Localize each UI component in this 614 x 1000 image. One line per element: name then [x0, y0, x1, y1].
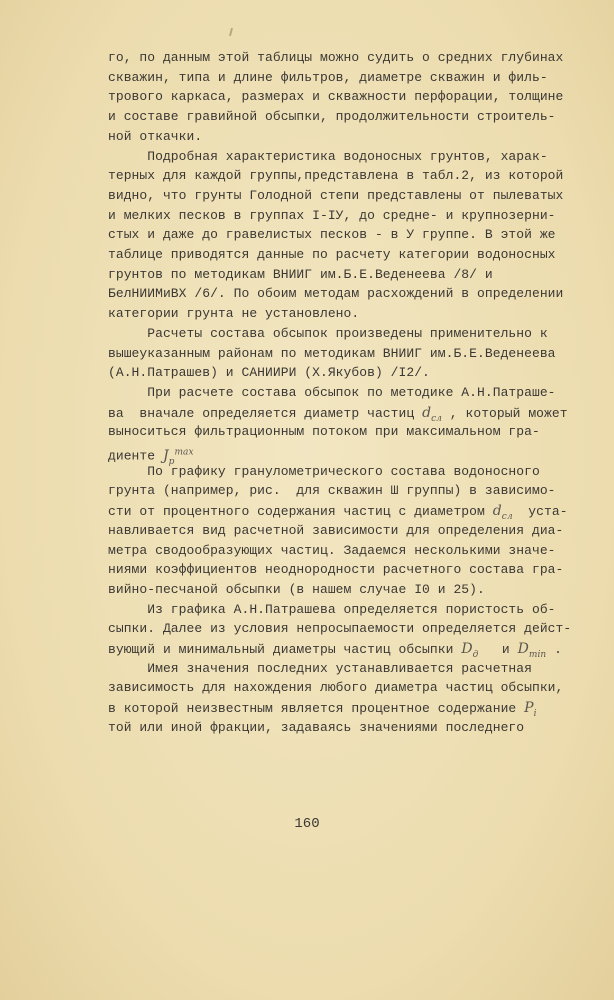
- text-line: БелНИИМиВХ /6/. По обоим методам расхождений в определении: [108, 286, 564, 302]
- text-line: стых и даже до гравелистых песков - в У группе. В этой же: [108, 227, 556, 243]
- text-line: ниями коэффициентов неоднородности расчетного состава гра-: [108, 562, 564, 578]
- text-line: зависимость для нахождения любого диаметра частиц обсыпки,: [108, 680, 564, 696]
- formula-symbol: [524, 700, 537, 719]
- text-line: выноситься фильтрационным потоком при максимальном гра-: [108, 424, 540, 440]
- text-segment: диенте: [108, 448, 163, 464]
- formula-subscript: i: [533, 708, 537, 719]
- text-segment: и: [478, 642, 518, 657]
- text-line: таблице приводятся данные по расчету категории водоносных: [108, 247, 556, 262]
- formula-base: J: [162, 447, 169, 464]
- text-line: вийно-песчаной обсыпки (в нашем случае I0 и 25).: [108, 581, 485, 597]
- ink-mark: [229, 28, 233, 36]
- text-line: [108, 641, 562, 663]
- text-line: терных для каждой группы,представлена в табл.2, из которой: [108, 168, 564, 184]
- text-segment: ва вначале определяется диаметр частиц: [108, 405, 423, 421]
- text-segment: уста-: [512, 504, 568, 520]
- text-line: навливается вид расчетной зависимости для определения диа-: [108, 522, 564, 538]
- formula-base: D: [517, 641, 529, 657]
- page-number: 160: [294, 816, 320, 832]
- formula-subscript: сл: [431, 413, 442, 424]
- text-line: сыпки. Далее из условия непросыпаемости определяется дейст-: [108, 621, 572, 637]
- text-segment: , который может: [441, 405, 568, 421]
- text-line: [108, 405, 568, 427]
- text-line: скважин, типа и длине фильтров, диаметре скважин и филь-: [108, 69, 548, 85]
- text-line: и составе гравийной обсыпки, продолжительности строитель-: [108, 109, 556, 125]
- formula-base: P: [524, 700, 534, 717]
- formula-subscript: min: [528, 649, 547, 660]
- formula-subscript: д: [472, 649, 479, 660]
- text-line: [108, 700, 537, 722]
- text-line: [108, 503, 568, 525]
- text-line: грунтов по методикам ВНИИГ им.Б.Е.Веденеева /8/ и: [108, 266, 493, 282]
- formula-symbol: [461, 641, 479, 660]
- text-line: Имея значения последних устанавливается расчетная: [108, 660, 532, 676]
- text-line: категории грунта не установлено.: [108, 306, 360, 322]
- formula-symbol: [492, 503, 513, 522]
- formula-superscript: max: [174, 447, 194, 457]
- text-line: го, по данным этой таблицы можно судить о средних глубинах: [108, 50, 564, 65]
- formula-symbol: [422, 404, 442, 424]
- text-line: Из графика А.Н.Патрашева определяется пористость об-: [108, 601, 556, 617]
- formula-base: d: [492, 503, 502, 520]
- text-line: грунта (например, рис. для скважин Ш группы) в зависимо-: [108, 483, 556, 499]
- text-line: и мелких песков в группах I-IУ, до средне- и крупнозерни-: [108, 207, 556, 223]
- text-segment: .: [546, 642, 562, 657]
- formula-subscript: сл: [501, 511, 513, 522]
- text-line: По графику гранулометрического состава водоносного: [108, 463, 540, 479]
- text-segment: в которой неизвестным является процентное содержание: [108, 701, 525, 717]
- text-line: Расчеты состава обсыпок произведены применительно к: [108, 325, 548, 341]
- text-line: трового каркаса, размерах и скважности перфорации, толщине: [108, 89, 564, 105]
- text-segment: сти от процентного содержания частиц с диаметром: [108, 504, 493, 520]
- text-line: ной откачки.: [108, 128, 203, 144]
- formula-subscript: p: [168, 456, 175, 467]
- text-line: метра сводообразующих частиц. Задаемся несколькими значе-: [108, 542, 556, 558]
- formula-symbol: [517, 641, 547, 660]
- text-line: видно, что грунты Голодной степи представлены от пылеватых: [108, 187, 564, 203]
- text-line: той или иной фракции, задаваясь значениями последнего: [108, 719, 525, 735]
- formula-base: D: [461, 641, 473, 657]
- text-segment: вующий и минимальный диаметры частиц обсыпки: [108, 642, 462, 657]
- text-line: вышеуказанным районам по методикам ВНИИГ им.Б.Е.Веденеева: [108, 345, 556, 361]
- text-line: (А.Н.Патрашев) и САНИИРИ (Х.Якубов) /I2/.: [108, 365, 430, 381]
- text-line: При расчете состава обсыпок по методике А.Н.Патраше-: [108, 384, 556, 400]
- formula-base: d: [422, 404, 432, 421]
- text-line: Подробная характеристика водоносных грунтов, харак-: [108, 148, 548, 164]
- formula-symbol: [162, 447, 194, 467]
